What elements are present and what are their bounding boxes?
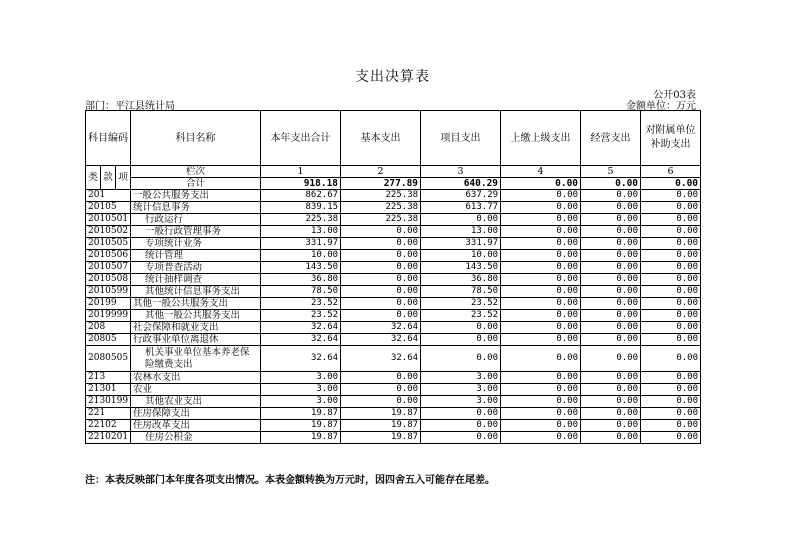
row-value: 0.00 <box>581 408 641 420</box>
unit-label: 金额单位：万元 <box>626 101 696 112</box>
total-row <box>86 178 701 190</box>
row-value: 637.29 <box>421 190 501 202</box>
row-value: 0.00 <box>641 420 701 432</box>
table-row <box>86 334 701 346</box>
header-total: 本年支出合计 <box>261 111 341 166</box>
lanci-5: 5 <box>581 166 641 178</box>
row-value: 0.00 <box>421 432 501 444</box>
lanci-row <box>86 166 701 178</box>
table-row <box>86 226 701 238</box>
department-label: 部门：平江县统计局 <box>85 101 175 112</box>
total-value: 0.00 <box>501 178 581 190</box>
row-value: 0.00 <box>641 334 701 346</box>
header-lei: 类 <box>86 166 101 190</box>
row-value: 0.00 <box>341 250 421 262</box>
row-value: 32.64 <box>261 322 341 334</box>
row-value: 32.64 <box>341 346 421 372</box>
lanci-6: 6 <box>641 166 701 178</box>
lanci-1: 1 <box>261 166 341 178</box>
row-name: 其他一般公共服务支出 <box>131 298 261 310</box>
row-name: 专项普查活动 <box>131 262 261 274</box>
row-value: 0.00 <box>501 226 581 238</box>
footnote: 注：本表反映部门本年度各项支出情况。本表金额转换为万元时，因四舍五入可能存在尾差。 <box>85 475 495 486</box>
total-value: 640.29 <box>421 178 501 190</box>
row-name: 其他统计信息事务支出 <box>131 286 261 298</box>
row-value: 0.00 <box>581 238 641 250</box>
row-code: 2010508 <box>86 274 131 286</box>
row-value: 0.00 <box>501 274 581 286</box>
header-kuan: 款 <box>101 166 116 190</box>
row-value: 32.64 <box>261 334 341 346</box>
row-name: 一般行政管理事务 <box>131 226 261 238</box>
row-value: 0.00 <box>421 322 501 334</box>
lanci-3: 3 <box>421 166 501 178</box>
row-value: 19.87 <box>341 432 421 444</box>
header-business: 经营支出 <box>581 111 641 166</box>
row-value: 0.00 <box>641 238 701 250</box>
row-value: 0.00 <box>501 420 581 432</box>
table-row <box>86 372 701 384</box>
row-code: 21301 <box>86 384 131 396</box>
row-value: 10.00 <box>261 250 341 262</box>
row-value: 0.00 <box>501 298 581 310</box>
lanci-2: 2 <box>341 166 421 178</box>
header-name: 科目名称 <box>131 111 261 166</box>
table-row <box>86 408 701 420</box>
form-number: 公开03表 <box>653 90 696 101</box>
header-code: 科目编码 <box>86 111 131 166</box>
row-value: 0.00 <box>341 238 421 250</box>
row-value: 19.87 <box>341 420 421 432</box>
row-value: 0.00 <box>581 384 641 396</box>
table-row <box>86 396 701 408</box>
row-value: 78.50 <box>261 286 341 298</box>
expenditure-table <box>85 110 701 444</box>
row-code: 2019999 <box>86 310 131 322</box>
row-value: 0.00 <box>501 214 581 226</box>
row-value: 23.52 <box>421 298 501 310</box>
row-value: 0.00 <box>501 250 581 262</box>
row-value: 0.00 <box>341 310 421 322</box>
row-value: 0.00 <box>641 372 701 384</box>
header-basic: 基本支出 <box>341 111 421 166</box>
row-value: 0.00 <box>581 346 641 372</box>
row-value: 0.00 <box>421 408 501 420</box>
table-row <box>86 190 701 202</box>
row-value: 225.38 <box>261 214 341 226</box>
row-value: 0.00 <box>641 250 701 262</box>
row-value: 331.97 <box>421 238 501 250</box>
row-value: 0.00 <box>501 372 581 384</box>
lanci-4: 4 <box>501 166 581 178</box>
row-code: 2130199 <box>86 396 131 408</box>
row-name: 统计抽样调查 <box>131 274 261 286</box>
row-value: 3.00 <box>421 396 501 408</box>
row-value: 0.00 <box>581 420 641 432</box>
row-value: 0.00 <box>581 310 641 322</box>
row-value: 10.00 <box>421 250 501 262</box>
row-value: 0.00 <box>341 262 421 274</box>
row-value: 0.00 <box>421 420 501 432</box>
row-value: 0.00 <box>501 322 581 334</box>
row-value: 0.00 <box>341 372 421 384</box>
row-value: 0.00 <box>581 286 641 298</box>
row-value: 0.00 <box>641 384 701 396</box>
row-name: 农林水支出 <box>131 372 261 384</box>
row-value: 0.00 <box>421 334 501 346</box>
row-value: 0.00 <box>501 286 581 298</box>
row-value: 0.00 <box>581 396 641 408</box>
table-row <box>86 238 701 250</box>
table-body <box>86 190 701 444</box>
row-value: 0.00 <box>501 334 581 346</box>
row-value: 143.50 <box>261 262 341 274</box>
row-value: 0.00 <box>501 202 581 214</box>
row-name: 机关事业单位基本养老保险缴费支出 <box>131 346 261 372</box>
row-value: 0.00 <box>501 408 581 420</box>
table-row <box>86 310 701 322</box>
row-value: 0.00 <box>501 384 581 396</box>
row-value: 0.00 <box>581 274 641 286</box>
row-value: 862.67 <box>261 190 341 202</box>
row-code: 2080505 <box>86 346 131 372</box>
row-value: 32.64 <box>261 346 341 372</box>
page-title: 支出决算表 <box>355 69 430 85</box>
table-row <box>86 286 701 298</box>
header-xiang: 项 <box>116 166 131 190</box>
row-value: 0.00 <box>581 214 641 226</box>
row-code: 2010507 <box>86 262 131 274</box>
header-subsidy: 对附属单位补助支出 <box>641 111 701 166</box>
row-value: 3.00 <box>261 372 341 384</box>
row-code: 201 <box>86 190 131 202</box>
row-value: 0.00 <box>581 202 641 214</box>
row-value: 0.00 <box>641 214 701 226</box>
row-name: 住房保障支出 <box>131 408 261 420</box>
row-code: 213 <box>86 372 131 384</box>
table-row <box>86 384 701 396</box>
row-value: 23.52 <box>261 310 341 322</box>
row-value: 0.00 <box>581 262 641 274</box>
lanci-label: 栏次 <box>131 166 261 178</box>
row-value: 0.00 <box>501 238 581 250</box>
row-code: 20199 <box>86 298 131 310</box>
row-value: 0.00 <box>641 432 701 444</box>
row-value: 0.00 <box>501 432 581 444</box>
table-row <box>86 420 701 432</box>
row-value: 143.50 <box>421 262 501 274</box>
row-value: 225.38 <box>341 202 421 214</box>
row-value: 13.00 <box>261 226 341 238</box>
row-name: 住房公积金 <box>131 432 261 444</box>
row-value: 0.00 <box>581 334 641 346</box>
table-row <box>86 274 701 286</box>
row-value: 3.00 <box>261 384 341 396</box>
row-value: 0.00 <box>581 372 641 384</box>
row-value: 0.00 <box>641 310 701 322</box>
row-value: 0.00 <box>341 298 421 310</box>
row-code: 2010501 <box>86 214 131 226</box>
row-code: 208 <box>86 322 131 334</box>
row-value: 0.00 <box>341 274 421 286</box>
row-name: 专项统计业务 <box>131 238 261 250</box>
table-row <box>86 298 701 310</box>
row-value: 19.87 <box>261 432 341 444</box>
row-name: 行政运行 <box>131 214 261 226</box>
row-value: 0.00 <box>641 408 701 420</box>
row-value: 78.50 <box>421 286 501 298</box>
row-value: 0.00 <box>641 396 701 408</box>
row-value: 225.38 <box>341 214 421 226</box>
table-row <box>86 262 701 274</box>
total-value: 0.00 <box>581 178 641 190</box>
header-project: 项目支出 <box>421 111 501 166</box>
row-value: 0.00 <box>641 226 701 238</box>
row-value: 225.38 <box>341 190 421 202</box>
total-value: 0.00 <box>641 178 701 190</box>
row-name: 社会保障和就业支出 <box>131 322 261 334</box>
row-value: 0.00 <box>641 262 701 274</box>
row-value: 0.00 <box>641 202 701 214</box>
row-value: 0.00 <box>581 432 641 444</box>
row-name: 其他农业支出 <box>131 396 261 408</box>
row-value: 19.87 <box>261 408 341 420</box>
row-value: 19.87 <box>261 420 341 432</box>
row-value: 3.00 <box>421 372 501 384</box>
total-value: 277.89 <box>341 178 421 190</box>
table-row <box>86 346 701 372</box>
row-name: 统计管理 <box>131 250 261 262</box>
row-value: 839.15 <box>261 202 341 214</box>
row-value: 0.00 <box>581 250 641 262</box>
row-value: 0.00 <box>581 322 641 334</box>
row-value: 36.80 <box>261 274 341 286</box>
row-value: 0.00 <box>581 298 641 310</box>
row-value: 32.64 <box>341 334 421 346</box>
row-value: 0.00 <box>641 322 701 334</box>
row-code: 2010599 <box>86 286 131 298</box>
row-value: 3.00 <box>261 396 341 408</box>
total-label: 合计 <box>131 178 261 190</box>
table-row <box>86 214 701 226</box>
row-value: 0.00 <box>581 190 641 202</box>
header-row <box>86 111 701 166</box>
row-value: 0.00 <box>341 226 421 238</box>
header-upper: 上缴上级支出 <box>501 111 581 166</box>
table-row <box>86 202 701 214</box>
row-value: 0.00 <box>501 310 581 322</box>
row-value: 32.64 <box>341 322 421 334</box>
row-value: 0.00 <box>501 396 581 408</box>
row-value: 3.00 <box>421 384 501 396</box>
row-value: 0.00 <box>341 384 421 396</box>
row-value: 0.00 <box>341 396 421 408</box>
row-value: 19.87 <box>341 408 421 420</box>
row-value: 23.52 <box>421 310 501 322</box>
row-value: 13.00 <box>421 226 501 238</box>
row-code: 2210201 <box>86 432 131 444</box>
row-value: 0.00 <box>581 226 641 238</box>
row-value: 36.80 <box>421 274 501 286</box>
row-name: 行政事业单位离退休 <box>131 334 261 346</box>
row-name: 其他一般公共服务支出 <box>131 310 261 322</box>
row-value: 0.00 <box>501 346 581 372</box>
row-code: 221 <box>86 408 131 420</box>
table-row <box>86 432 701 444</box>
row-code: 20105 <box>86 202 131 214</box>
table-row <box>86 250 701 262</box>
row-name: 统计信息事务 <box>131 202 261 214</box>
row-name: 一般公共服务支出 <box>131 190 261 202</box>
row-value: 613.77 <box>421 202 501 214</box>
row-value: 0.00 <box>641 286 701 298</box>
row-value: 0.00 <box>641 298 701 310</box>
row-value: 0.00 <box>421 214 501 226</box>
row-value: 0.00 <box>641 190 701 202</box>
row-value: 0.00 <box>421 346 501 372</box>
row-name: 住房改革支出 <box>131 420 261 432</box>
row-code: 2010502 <box>86 226 131 238</box>
row-value: 0.00 <box>641 346 701 372</box>
row-value: 0.00 <box>501 262 581 274</box>
row-code: 2010505 <box>86 238 131 250</box>
row-code: 22102 <box>86 420 131 432</box>
row-value: 0.00 <box>501 190 581 202</box>
row-code: 20805 <box>86 334 131 346</box>
row-code: 2010506 <box>86 250 131 262</box>
row-name: 农业 <box>131 384 261 396</box>
total-value: 918.18 <box>261 178 341 190</box>
row-value: 23.52 <box>261 298 341 310</box>
table-row <box>86 322 701 334</box>
row-value: 331.97 <box>261 238 341 250</box>
row-value: 0.00 <box>341 286 421 298</box>
row-value: 0.00 <box>641 274 701 286</box>
